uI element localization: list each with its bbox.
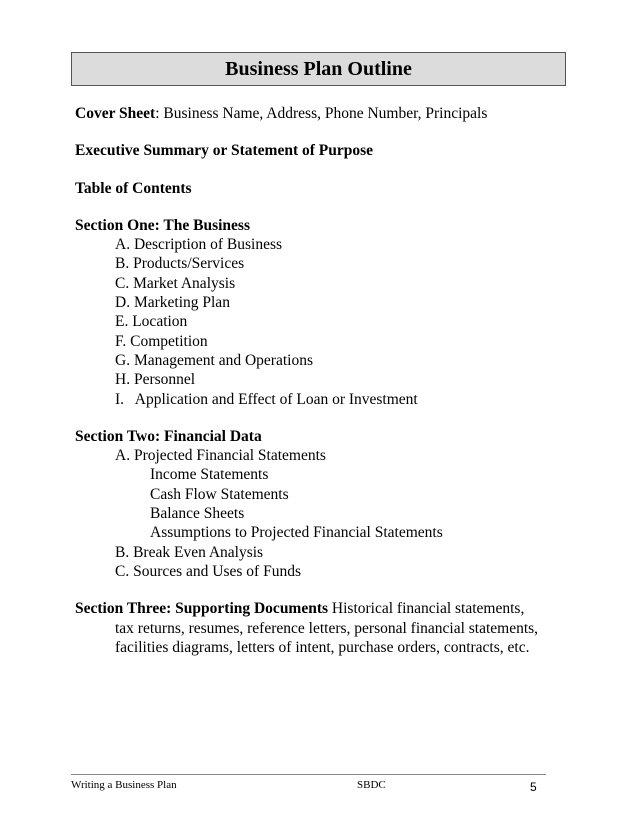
page-footer xyxy=(71,774,546,795)
section-one-heading: Section One: The Business xyxy=(75,216,250,234)
section-two-sub-item: Balance Sheets xyxy=(150,505,245,523)
section-two-sub-item: Assumptions to Projected Financial Statements xyxy=(150,524,443,542)
section-one-item: E. Location xyxy=(115,313,188,331)
section-one-item: I. Application and Effect of Loan or Investment xyxy=(115,390,418,408)
executive-summary-heading: Executive Summary or Statement of Purpose xyxy=(75,142,374,160)
section-three-line xyxy=(75,599,575,618)
cover-sheet-label: Cover Sheet xyxy=(75,105,156,122)
section-one-item: B. Products/Services xyxy=(115,255,245,273)
cover-sheet-line xyxy=(75,104,575,123)
footer-document-title: Writing a Business Plan xyxy=(71,779,177,791)
section-two-sub-item: Cash Flow Statements xyxy=(150,485,289,503)
section-two-item-a: A. Projected Financial Statements xyxy=(115,447,326,465)
page-title: Business Plan Outline xyxy=(71,52,566,86)
section-two-item-b: B. Break Even Analysis xyxy=(115,543,264,561)
section-three-text: Historical financial statements, xyxy=(328,600,525,618)
section-one-item: A. Description of Business xyxy=(115,236,283,254)
outline-content xyxy=(75,104,575,657)
cover-sheet-text: : Business Name, Address, Phone Number, Principals xyxy=(155,105,488,122)
page-number: 5 xyxy=(530,780,537,794)
section-two-heading: Section Two: Financial Data xyxy=(75,427,262,445)
section-two-item-c: C. Sources and Uses of Funds xyxy=(115,562,301,580)
section-one-item: C. Market Analysis xyxy=(115,274,236,292)
section-one-item: D. Marketing Plan xyxy=(115,294,230,312)
footer-organization: SBDC xyxy=(357,779,386,791)
section-three-text: facilities diagrams, letters of intent, purchase orders, contracts, etc. xyxy=(115,638,530,656)
section-one-item: H. Personnel xyxy=(115,371,196,389)
section-one-item: F. Competition xyxy=(115,332,208,350)
section-one-item: G. Management and Operations xyxy=(115,351,313,369)
table-of-contents-heading: Table of Contents xyxy=(75,179,192,197)
section-three-heading: Section Three: Supporting Documents xyxy=(75,600,329,618)
section-three-text: tax returns, resumes, reference letters, personal financial statements, xyxy=(115,619,539,637)
section-two-sub-item: Income Statements xyxy=(150,466,269,484)
